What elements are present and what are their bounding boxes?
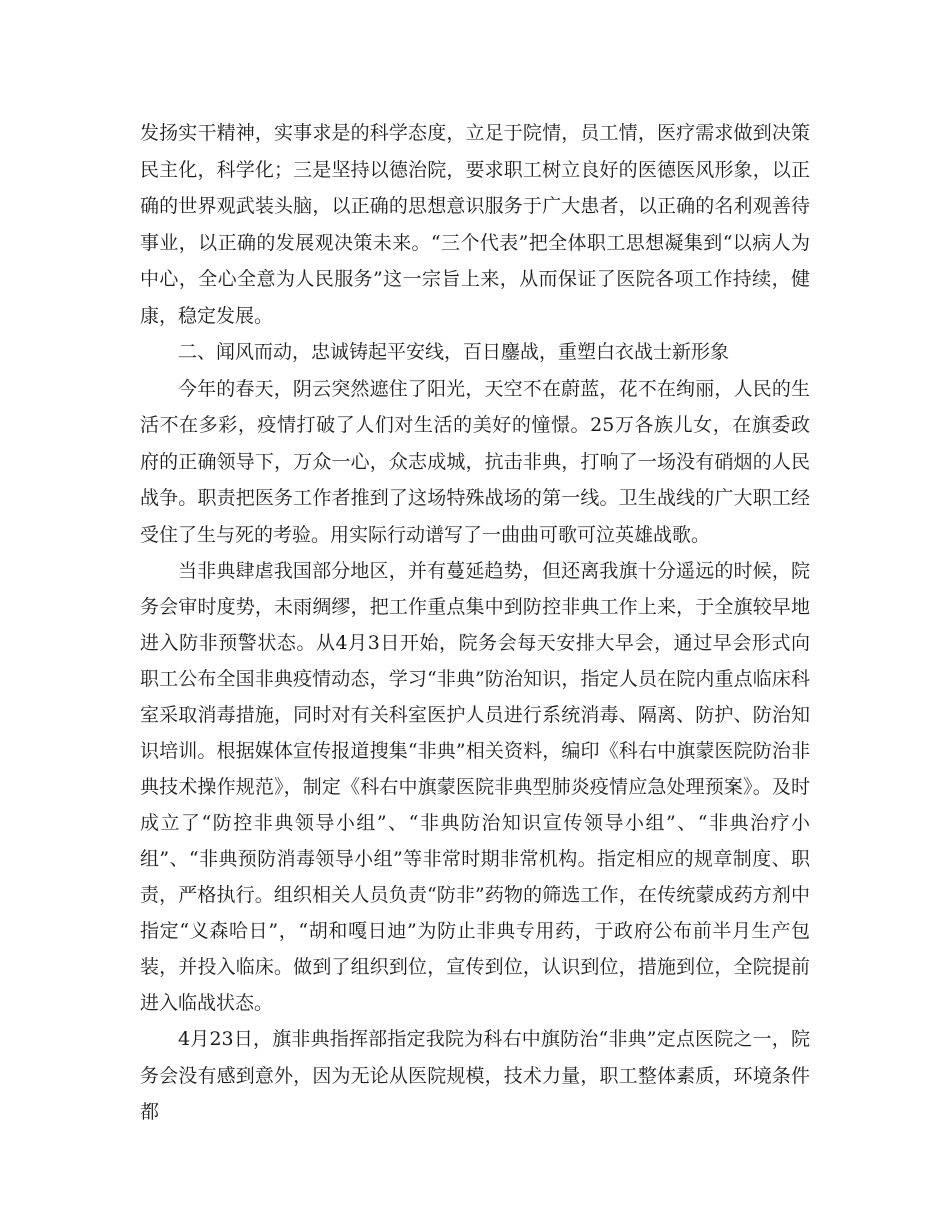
paragraph-continuation: 发扬实干精神，实事求是的科学态度，立足于院情，员工情，医疗需求做到决策民主化，科学化；三是坚持以德治院，要求职工树立良好的医德医风形象，以正确的世界观武装头脑，以正确的思想意识服务于广大患者，以正确的名利观善待事业，以正确的发展观决策未来。“三个代表”把全体职工思想凝集到“以病人为中心，全心全意为人民服务”这一宗旨上来，从而保证了医院各项工作持续，健康，稳定发展。 bbox=[140, 122, 810, 327]
document-page bbox=[140, 115, 810, 1131]
paragraph-april-23: 4月23日，旗非典指挥部指定我院为科右中旗防治“非典”定点医院之一，院务会没有感到意外，因为无论从医院规模，技术力量，职工整体素质，环境条件都 bbox=[140, 1028, 810, 1123]
section-heading: 二、闻风而动，忠诚铸起平安线，百日鏖战，重塑白衣战士新形象 bbox=[178, 341, 730, 363]
paragraph-preparation: 当非典肆虐我国部分地区，并有蔓延趋势，但还离我旗十分遥远的时候，院务会审时度势，未雨绸缪，把工作重点集中到防控非典工作上来，于全旗较早地进入防非预警状态。从4月3日开始，院务会每天安排大早会，通过早会形式向职工公布全国非典疫情动态，学习“非典”防治知识，指定人员在院内重点临床科室采取消毒措施，同时对有关科室医护人员进行系统消毒、隔离、防护、防治知识培训。根据媒体宣传报道搜集“非典”相关资料，编印《科右中旗蒙医院防治非典技术操作规范》，制定《科右中旗蒙医院非典型肺炎疫情应急处理预案》。及时成立了“防控非典领导小组”、“非典防治知识宣传领导小组”、“非典治疗小组”、“非典预防消毒领导小组”等非常时期非常机构。指定相应的规章制度、职责，严格执行。组织相关人员负责“防非”药物的筛选工作，在传统蒙成药方剂中指定“义森哈日”，“胡和嘎日迪”为防止非典专用药，于政府公布前半月生产包装，并投入临床。做到了组织到位，宣传到位，认识到位，措施到位，全院提前进入临战状态。 bbox=[140, 560, 810, 1014]
paragraph-spring: 今年的春天，阴云突然遮住了阳光，天空不在蔚蓝，花不在绚丽，人民的生活不在多彩，疫情打破了人们对生活的美好的憧憬。25万各族儿女，在旗委政府的正确领导下，万众一心，众志成城，抗击非典，打响了一场没有硝烟的人民战争。职责把医务工作者推到了这场特殊战场的第一线。卫生战线的广大职工经受住了生与死的考验。用实际行动谱写了一曲曲可歌可泣英雄战歌。 bbox=[140, 377, 810, 546]
